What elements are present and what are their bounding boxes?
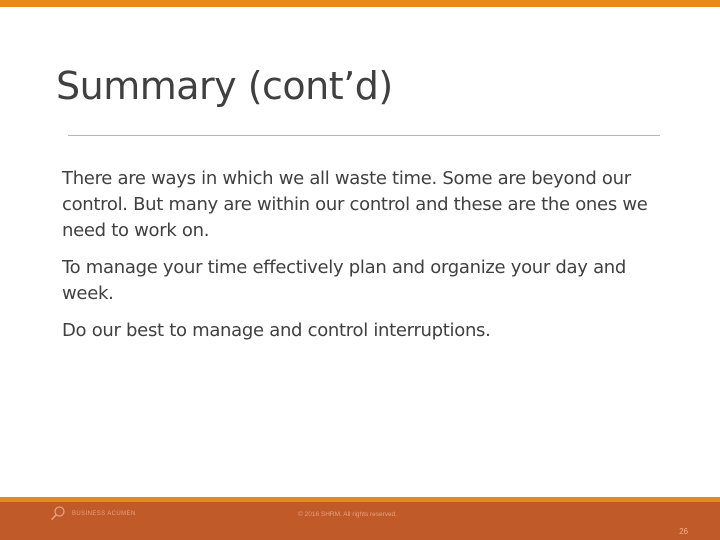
slide-body (62, 166, 682, 355)
footer-copyright: © 2016 SHRM. All rights reserved. (298, 511, 398, 518)
page-number: 26 (679, 527, 688, 536)
footer-logo-text: BUSINESS ACUMEN (72, 511, 136, 517)
magnifier-icon (50, 505, 66, 521)
body-paragraph-1: There are ways in which we all waste time. Some are beyond our control. But many are within our control and these are the ones we need to work on. (62, 168, 648, 241)
body-paragraph-3: Do our best to manage and control interruptions. (62, 320, 491, 341)
title-divider (68, 135, 660, 136)
footer-bar (0, 502, 720, 540)
top-accent-bar (0, 0, 720, 7)
slide-title: Summary (cont’d) (56, 64, 393, 108)
body-paragraph-2: To manage your time effectively plan and organize your day and week. (62, 257, 627, 304)
